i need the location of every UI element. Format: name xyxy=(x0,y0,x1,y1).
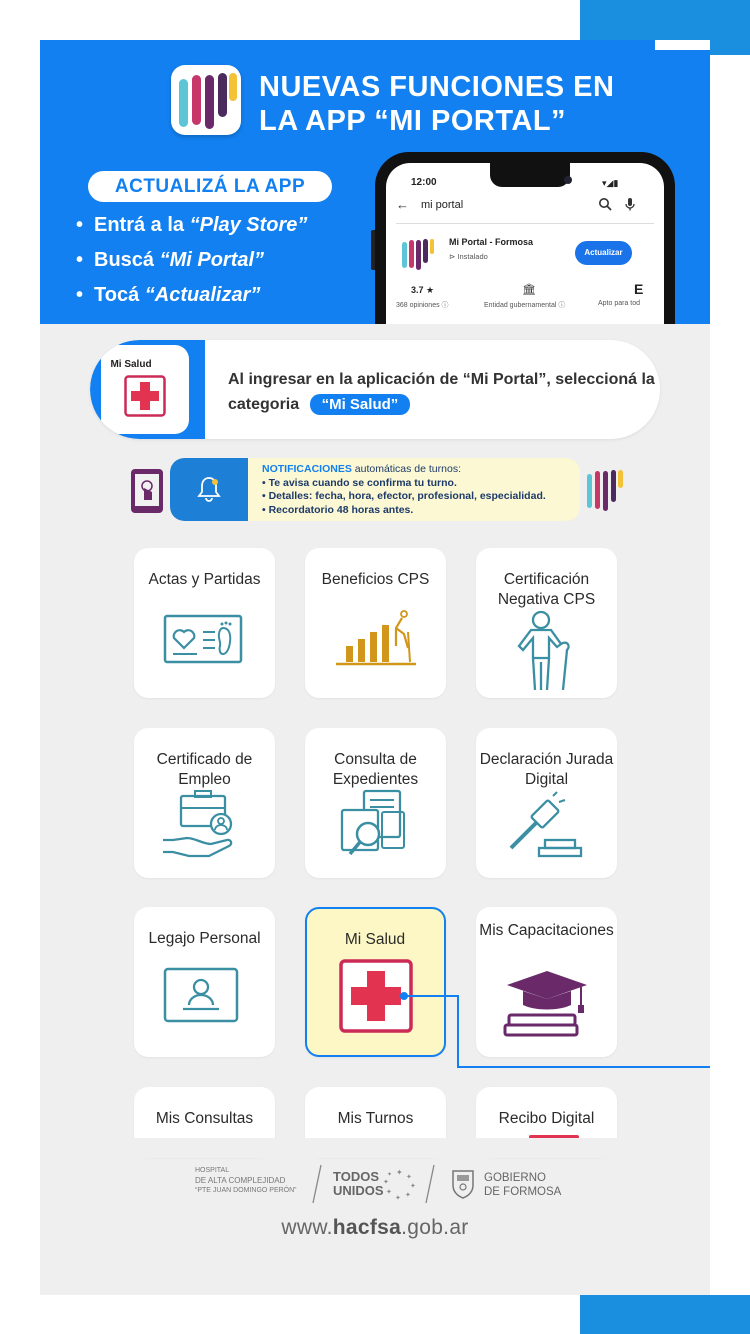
tile-legajo-personal[interactable] xyxy=(134,907,275,1057)
step-text: Entrá a la xyxy=(94,214,190,236)
tile-label: Consulta de Expedientes xyxy=(332,751,419,788)
svg-text:✦: ✦ xyxy=(395,1195,401,1202)
tile-label: Legajo Personal xyxy=(148,930,261,947)
hospital-line3: “PTE JUAN DOMINGO PERÓN” xyxy=(195,1187,297,1194)
step-text: Tocá xyxy=(94,284,145,306)
notification-item: • Te avisa cuando se confirma tu turno. xyxy=(262,476,457,489)
phone-mockup xyxy=(375,152,675,324)
step-item: • Tocá “Actualizar” xyxy=(76,284,261,306)
actualizar-button[interactable]: Actualizar xyxy=(575,241,632,265)
svg-text:✦: ✦ xyxy=(410,1183,416,1190)
notification-heading xyxy=(262,463,546,477)
play-store-screen xyxy=(386,163,664,324)
tile-declaracion-jurada-digital[interactable] xyxy=(476,728,617,878)
tile-beneficios-cps[interactable] xyxy=(305,548,446,698)
connector-line xyxy=(400,990,710,1070)
tile-consulta-de-expedientes[interactable] xyxy=(305,728,446,878)
tile-label: Certificado de Empleo xyxy=(156,751,253,788)
stars-ring-icon xyxy=(382,1166,418,1202)
mi-salud-info-card xyxy=(90,340,660,439)
todos-unidos-logo xyxy=(333,1170,384,1198)
gob-line2: DE FORMOSA xyxy=(484,1186,562,1198)
info-card-accent xyxy=(90,340,205,439)
step-emphasis: “Play Store” xyxy=(189,214,308,236)
mi-portal-mini-logo-icon xyxy=(585,468,625,513)
bar-chart-icon xyxy=(330,606,420,686)
divider xyxy=(396,223,654,224)
info-text: Al ingresar en la aplicación de “Mi Portal”, seleccioná la categoria xyxy=(228,371,655,413)
back-arrow-icon[interactable]: ← xyxy=(396,197,409,212)
notification-item: • Detalles: fecha, hora, efector, profesional, especialidad. xyxy=(262,490,546,502)
info-instruction xyxy=(228,367,658,417)
mi-salud-mini-tile xyxy=(101,345,189,434)
elderly-person-icon xyxy=(501,610,591,690)
app-name[interactable]: Mi Portal - Formosa xyxy=(449,237,534,247)
entity-label: Entidad gubernamental ⓘ xyxy=(484,302,566,309)
opinions-count: 368 opiniones ⓘ xyxy=(396,302,449,309)
status-icons: ▾◢▮ xyxy=(602,178,619,188)
svg-text:✦: ✦ xyxy=(396,1168,403,1177)
url-domain: hacfsa xyxy=(332,1216,402,1239)
svg-text:✦: ✦ xyxy=(406,1174,412,1181)
tile-label: Certificación Negativa CPS xyxy=(497,571,596,608)
hospital-logo-text xyxy=(195,1166,297,1196)
decor-corner-bottom xyxy=(580,1295,750,1334)
separator xyxy=(312,1163,322,1205)
bell-icon xyxy=(195,475,223,503)
mic-icon[interactable] xyxy=(624,197,636,211)
url-prefix: www. xyxy=(281,1216,333,1239)
id-card-icon xyxy=(159,606,249,686)
tile-label: Declaración Jurada Digital xyxy=(479,751,614,788)
notification-accent xyxy=(170,458,248,521)
hero-title xyxy=(259,70,619,138)
touch-tablet-icon xyxy=(130,468,164,514)
age-rating-icon: E xyxy=(634,281,644,297)
todos-line2: UNIDOS xyxy=(333,1183,384,1198)
fade xyxy=(40,1138,710,1158)
notifications-banner xyxy=(170,458,580,521)
todos-line1: TODOS xyxy=(333,1169,379,1184)
step-item: • Entrá a la “Play Store” xyxy=(76,214,308,236)
step-emphasis: “Actualizar” xyxy=(144,284,261,306)
document-search-icon xyxy=(330,788,420,868)
tile-label: Mi Salud xyxy=(344,931,406,948)
step-text: Buscá xyxy=(94,249,160,271)
search-icon[interactable] xyxy=(598,197,612,211)
notification-item: • Recordatorio 48 horas antes. xyxy=(262,503,414,516)
svg-text:✦: ✦ xyxy=(387,1172,393,1178)
promo-panel xyxy=(40,40,710,1295)
hero-title-line1: NUEVAS FUNCIONES EN xyxy=(259,71,615,103)
notification-details xyxy=(262,463,546,517)
website-url[interactable] xyxy=(40,1216,710,1240)
gavel-icon xyxy=(501,788,591,868)
tile-actas-y-partidas[interactable] xyxy=(134,548,275,698)
formosa-shield-icon xyxy=(450,1167,476,1199)
camera-icon xyxy=(564,176,572,184)
medical-cross-icon xyxy=(124,375,166,417)
tile-label: Recibo Digital xyxy=(498,1110,595,1127)
hospital-line2: DE ALTA COMPLEJIDAD xyxy=(195,1176,286,1185)
separator xyxy=(425,1163,435,1205)
tile-certificacion-negativa-cps[interactable] xyxy=(476,548,617,698)
mi-portal-app-icon[interactable] xyxy=(399,235,437,273)
tile-label: Mis Consultas xyxy=(155,1110,254,1127)
decor-tab xyxy=(655,40,710,50)
update-steps xyxy=(76,208,307,313)
svg-text:✦: ✦ xyxy=(383,1179,389,1186)
hero-title-line2: LA APP “MI PORTAL” xyxy=(259,105,567,137)
gobierno-formosa-text xyxy=(484,1171,561,1199)
phone-notch xyxy=(490,163,570,187)
update-app-pill: ACTUALIZÁ LA APP xyxy=(88,171,332,202)
search-query[interactable]: mi portal xyxy=(421,199,464,211)
tile-label: Mis Capacitaciones xyxy=(479,922,614,939)
age-label: Apto para tod xyxy=(598,300,641,307)
notification-heading-rest: automáticas de turnos: xyxy=(351,463,461,475)
svg-text:✦: ✦ xyxy=(386,1189,392,1196)
tile-label: Beneficios CPS xyxy=(321,571,430,588)
mi-portal-logo-icon xyxy=(171,65,241,135)
url-suffix: .gob.ar xyxy=(401,1216,469,1239)
step-emphasis: “Mi Portal” xyxy=(159,249,265,271)
hero-banner xyxy=(40,40,710,324)
step-item: • Buscá “Mi Portal” xyxy=(76,249,265,271)
rating: 3.7 ★ xyxy=(411,285,435,295)
tile-label: Mis Turnos xyxy=(337,1110,414,1127)
svg-text:✦: ✦ xyxy=(405,1192,411,1199)
hospital-line1: HOSPITAL xyxy=(195,1167,230,1174)
installed-text: Instalado xyxy=(457,252,488,261)
briefcase-hand-icon xyxy=(159,788,249,868)
mi-salud-pill: “Mi Salud” xyxy=(310,394,411,415)
tile-certificado-de-empleo[interactable] xyxy=(134,728,275,878)
notification-heading-bold: NOTIFICACIONES xyxy=(262,463,352,475)
tile-label: Actas y Partidas xyxy=(148,571,261,588)
profile-screen-icon xyxy=(159,963,249,1043)
mini-tile-label: Mi Salud xyxy=(110,359,152,370)
status-time: 12:00 xyxy=(411,177,437,188)
installed-label: ⊳ Instalado xyxy=(449,252,488,261)
government-building-icon: 🏛 xyxy=(522,284,536,296)
gob-line1: GOBIERNO xyxy=(484,1172,546,1184)
